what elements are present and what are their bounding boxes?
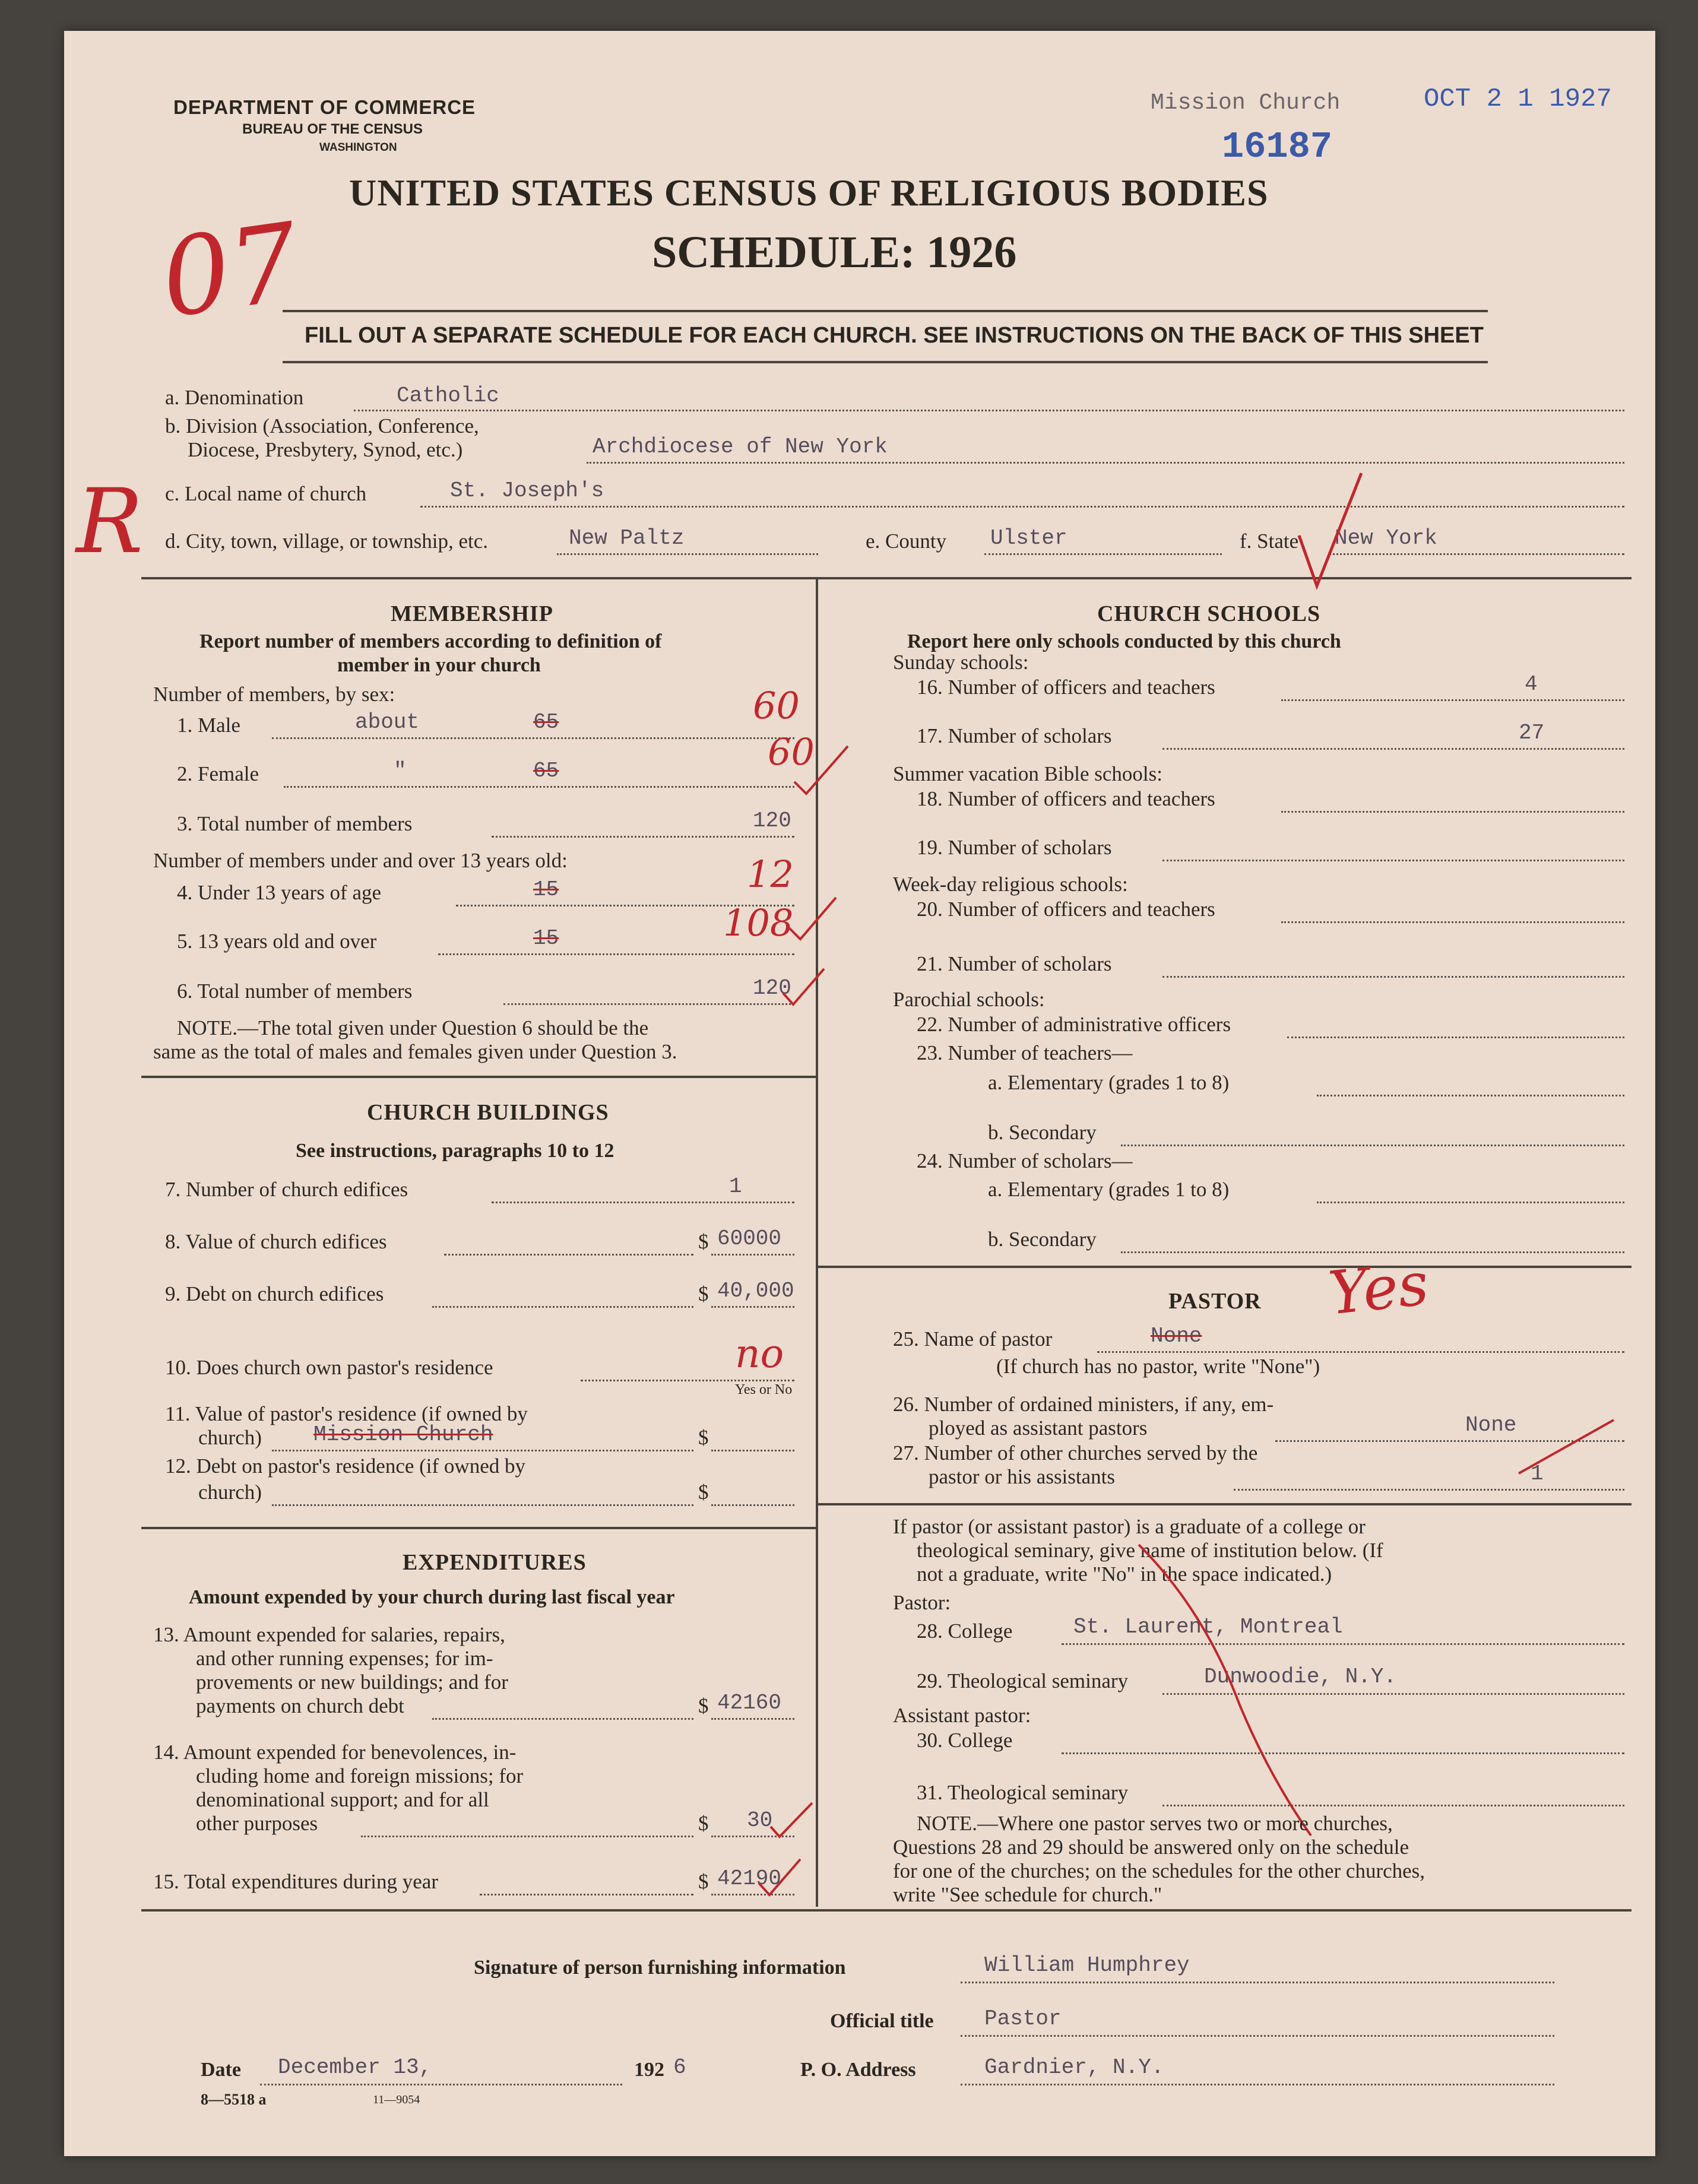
- q12-dollar: $: [698, 1481, 709, 1504]
- pastor-note-3: for one of the churches; on the schedules for the other churches,: [893, 1859, 1425, 1882]
- summer-label: Summer vacation Bible schools:: [893, 762, 1162, 785]
- q14-label-4: other purposes: [196, 1812, 318, 1835]
- pastor-red-mark: Yes: [1325, 1248, 1432, 1329]
- date-label: Date: [201, 2059, 241, 2081]
- official-title-value[interactable]: Pastor: [984, 2007, 1062, 2031]
- schools-sub: Report here only schools conducted by this church: [907, 630, 1341, 652]
- membership-sub-2: member in your church: [337, 654, 541, 676]
- q24a-line: [1317, 1202, 1624, 1203]
- q16-value[interactable]: 4: [1525, 672, 1538, 696]
- q15-line: [480, 1894, 693, 1895]
- q7-label: 7. Number of church edifices: [165, 1178, 408, 1201]
- division-label-2: Diocese, Presbytery, Synod, etc.): [188, 438, 463, 461]
- po-address-value[interactable]: Gardnier, N.Y.: [984, 2055, 1164, 2080]
- red-code-mark: 07: [154, 200, 306, 342]
- red-r-mark: R: [76, 470, 143, 573]
- q12-label-2: church): [198, 1481, 262, 1504]
- pastor-sublabel: Pastor:: [893, 1591, 951, 1614]
- q8-value[interactable]: 60000: [717, 1226, 782, 1251]
- q29-label: 29. Theological seminary: [917, 1669, 1129, 1692]
- q21-label: 21. Number of scholars: [917, 952, 1112, 975]
- q5-label: 5. 13 years old and over: [177, 930, 377, 953]
- q3-line: [492, 836, 794, 838]
- expenditure-checkmarks: [747, 1794, 830, 1913]
- q19-line: [1162, 860, 1624, 861]
- q19-label: 19. Number of scholars: [917, 836, 1112, 859]
- q8-amount-line: [711, 1254, 794, 1256]
- signature-label: Signature of person furnishing information: [474, 1957, 846, 1979]
- q25-value[interactable]: None: [1151, 1324, 1202, 1348]
- q12-line: [272, 1504, 693, 1506]
- denomination-value[interactable]: Catholic: [397, 383, 499, 408]
- year-typed[interactable]: 6: [673, 2055, 686, 2080]
- denomination-label: a. Denomination: [165, 386, 304, 409]
- q30-label: 30. College: [917, 1729, 1013, 1752]
- po-address-line: [961, 2084, 1554, 2085]
- q26-label-2: ployed as assistant pastors: [929, 1416, 1148, 1440]
- form-number: 8—5518 a: [201, 2091, 267, 2108]
- q15-label: 15. Total expenditures during year: [153, 1870, 438, 1893]
- q10-label: 10. Does church own pastor's residence: [165, 1356, 493, 1379]
- q27-label-1: 27. Number of other churches served by the: [893, 1441, 1258, 1465]
- form-title: UNITED STATES CENSUS OF RELIGIOUS BODIES: [349, 172, 1269, 214]
- q4-corrected-value[interactable]: 12: [747, 852, 794, 896]
- signature-line: [961, 1982, 1554, 1983]
- pastor-note-4: write "See schedule for church.": [893, 1883, 1162, 1906]
- q14-label-3: denominational support; and for all: [196, 1788, 489, 1811]
- membership-heading: MEMBERSHIP: [391, 601, 553, 626]
- q13-dollar: $: [698, 1694, 709, 1717]
- weekday-label: Week-day religious schools:: [893, 873, 1128, 896]
- expenditures-sub: Amount expended by your church during last fiscal year: [189, 1586, 675, 1608]
- q4-typed-value: 15: [533, 877, 559, 902]
- q13-label-3: provements or new buildings; and for: [196, 1671, 508, 1694]
- q7-value[interactable]: 1: [729, 1174, 742, 1199]
- q24-label: 24. Number of scholars—: [917, 1149, 1133, 1172]
- q16-line: [1281, 699, 1624, 701]
- q27-label-2: pastor or his assistants: [929, 1465, 1116, 1488]
- signature-value[interactable]: William Humphrey: [984, 1953, 1190, 1977]
- q20-label: 20. Number of officers and teachers: [917, 898, 1215, 921]
- q23b-line: [1121, 1145, 1624, 1146]
- q6-value[interactable]: 120: [753, 976, 791, 1000]
- census-form-sheet: [64, 31, 1655, 2156]
- q13-label-4: payments on church debt: [196, 1694, 404, 1717]
- church-name-line: [420, 506, 1624, 508]
- q6-label: 6. Total number of members: [177, 980, 413, 1003]
- city-line: [557, 553, 818, 555]
- department-label: DEPARTMENT OF COMMERCE: [173, 96, 476, 118]
- membership-end-rule: [141, 1076, 816, 1078]
- q11-label-2: church): [198, 1426, 262, 1449]
- q3-label: 3. Total number of members: [177, 812, 413, 835]
- county-value[interactable]: Ulster: [990, 526, 1067, 550]
- schedule-title: SCHEDULE: 1926: [652, 227, 1017, 277]
- q1-typed-value: 65: [533, 710, 559, 734]
- q20-line: [1281, 921, 1624, 923]
- q9-value[interactable]: 40,000: [717, 1279, 794, 1303]
- pastor-note-2: Questions 28 and 29 should be answered only on the schedule: [893, 1836, 1409, 1859]
- q1-label: 1. Male: [177, 714, 240, 737]
- q23a-label: a. Elementary (grades 1 to 8): [988, 1071, 1230, 1094]
- schools-heading: CHURCH SCHOOLS: [1097, 601, 1321, 626]
- graduate-note-3: not a graduate, write "No" in the space indicated.): [917, 1562, 1332, 1586]
- q1-corrected-value[interactable]: 60: [753, 684, 800, 727]
- official-title-line: [961, 2035, 1554, 2037]
- red-checkmarks: [783, 714, 866, 1022]
- buildings-sub: See instructions, paragraphs 10 to 12: [296, 1140, 614, 1162]
- q14-label-1: 14. Amount expended for benevolences, in-: [153, 1741, 517, 1764]
- q15-value[interactable]: 42190: [717, 1866, 782, 1891]
- buildings-heading: CHURCH BUILDINGS: [367, 1100, 609, 1125]
- q4-label: 4. Under 13 years of age: [177, 881, 382, 904]
- q5-line: [438, 953, 794, 955]
- county-label: e. County: [866, 530, 947, 553]
- q25-label: 25. Name of pastor: [893, 1327, 1053, 1351]
- q22-label: 22. Number of administrative officers: [917, 1013, 1231, 1036]
- city-label: d. City, town, village, or township, etc.: [165, 530, 489, 553]
- pastor-rule: [816, 1503, 1632, 1505]
- instruction-rule-bottom: [283, 361, 1488, 363]
- pastor-heading: PASTOR: [1168, 1289, 1262, 1314]
- footer-rule: [141, 1909, 1632, 1912]
- q29-value[interactable]: Dunwoodie, N.Y.: [1204, 1665, 1397, 1689]
- q9-dollar: $: [698, 1282, 709, 1305]
- q13-label-1: 13. Amount expended for salaries, repairs,: [153, 1623, 505, 1646]
- q5-typed-value: 15: [533, 926, 559, 950]
- q22-line: [1287, 1036, 1624, 1038]
- q13-line: [432, 1718, 693, 1720]
- q9-amount-line: [711, 1306, 794, 1308]
- q14-label-2: cluding home and foreign missions; for: [196, 1764, 524, 1787]
- q13-amount-line: [711, 1718, 794, 1720]
- q23-label: 23. Number of teachers—: [917, 1041, 1133, 1064]
- q6-line: [503, 1003, 794, 1005]
- division-label-1: b. Division (Association, Conference,: [165, 414, 479, 438]
- q2-label: 2. Female: [177, 762, 259, 785]
- official-title-label: Official title: [830, 2010, 934, 2032]
- q26-label-1: 26. Number of ordained ministers, if any, em-: [893, 1393, 1274, 1416]
- received-date-stamp: OCT 2 1 1927: [1424, 84, 1612, 114]
- q10-value[interactable]: no: [735, 1331, 784, 1377]
- q21-line: [1162, 976, 1624, 978]
- q27-value[interactable]: 1: [1531, 1462, 1544, 1486]
- q9-line: [432, 1306, 693, 1308]
- q13-label-2: and other running expenses; for im-: [196, 1647, 493, 1670]
- q11-value[interactable]: Mission Church: [313, 1422, 493, 1447]
- q5-corrected-value[interactable]: 108: [723, 901, 794, 944]
- state-label: f. State: [1240, 530, 1299, 553]
- section-rule: [141, 577, 1632, 579]
- q23b-label: b. Secondary: [988, 1121, 1097, 1144]
- q12-label-1: 12. Debt on pastor's residence (if owned by: [165, 1454, 525, 1478]
- city-value[interactable]: New Paltz: [569, 526, 685, 550]
- print-number: 11—9054: [373, 2093, 420, 2106]
- schools-end-rule: [816, 1266, 1632, 1268]
- q17-label: 17. Number of scholars: [917, 724, 1112, 747]
- q13-value[interactable]: 42160: [717, 1691, 782, 1715]
- denomination-line: [354, 410, 1624, 411]
- q1-line: [272, 737, 794, 739]
- membership-sub-1: Report number of members according to definition of: [199, 630, 662, 652]
- q11-line: [272, 1450, 693, 1451]
- church-name-label: c. Local name of church: [165, 482, 367, 505]
- q24a-label: a. Elementary (grades 1 to 8): [988, 1178, 1230, 1201]
- q10-hint: Yes or No: [735, 1382, 793, 1397]
- q1-note: about: [355, 710, 420, 734]
- division-line: [587, 462, 1624, 464]
- bureau-label: BUREAU OF THE CENSUS: [242, 121, 423, 137]
- graduate-note-2: theological seminary, give name of institution below. (If: [917, 1539, 1383, 1562]
- q15-dollar: $: [698, 1870, 709, 1893]
- q28-value[interactable]: St. Laurent, Montreal: [1073, 1615, 1343, 1639]
- q24b-label: b. Secondary: [988, 1228, 1097, 1251]
- state-line: [1329, 553, 1624, 555]
- membership-note-1: NOTE.—The total given under Question 6 should be the: [177, 1016, 649, 1039]
- q25-line: [1097, 1351, 1624, 1353]
- pastor-slash-mark: [1133, 1539, 1323, 1847]
- q2-note: ": [394, 759, 407, 783]
- schedule-number-stamp: 16187: [1222, 126, 1333, 168]
- q11-label-1: 11. Value of pastor's residence (if owned by: [165, 1402, 528, 1425]
- by-sex-label: Number of members, by sex:: [153, 683, 395, 706]
- po-address-label: P. O. Address: [800, 2059, 916, 2081]
- by-age-label: Number of members under and over 13 years old:: [153, 849, 568, 872]
- q18-line: [1281, 811, 1624, 813]
- q14-value[interactable]: 30: [747, 1808, 773, 1833]
- q7-line: [492, 1202, 794, 1203]
- parochial-label: Parochial schools:: [893, 988, 1045, 1011]
- q9-label: 9. Debt on church edifices: [165, 1282, 384, 1305]
- q12-amount-line: [711, 1504, 794, 1506]
- pastor-checkmark: [1513, 1396, 1620, 1491]
- city-label: WASHINGTON: [319, 141, 397, 154]
- division-value[interactable]: Archdiocese of New York: [593, 435, 888, 459]
- state-checkmark: [1287, 464, 1370, 601]
- q2-typed-value: 65: [533, 759, 559, 783]
- q26-value[interactable]: None: [1465, 1413, 1517, 1437]
- q3-value[interactable]: 120: [753, 809, 791, 833]
- pastor-note-1: NOTE.—Where one pastor serves two or more churches,: [917, 1812, 1393, 1835]
- q23a-line: [1317, 1095, 1624, 1096]
- q24b-line: [1121, 1251, 1624, 1253]
- q10-line: [581, 1380, 794, 1381]
- q14-dollar: $: [698, 1812, 709, 1835]
- state-value[interactable]: New York: [1335, 526, 1437, 550]
- q25-hint: (If church has no pastor, write "None"): [996, 1355, 1320, 1378]
- instruction-banner: FILL OUT A SEPARATE SCHEDULE FOR EACH CHURCH. SEE INSTRUCTIONS ON THE BACK OF THIS SHEET: [305, 323, 1484, 348]
- q18-label: 18. Number of officers and teachers: [917, 787, 1215, 810]
- county-line: [984, 553, 1222, 555]
- q11-dollar: $: [698, 1426, 709, 1449]
- q14-line: [361, 1836, 693, 1837]
- date-value[interactable]: December 13,: [278, 2055, 432, 2080]
- q2-corrected-value[interactable]: 60: [768, 730, 815, 774]
- mission-church-stamp: Mission Church: [1151, 90, 1341, 116]
- q28-label: 28. College: [917, 1619, 1013, 1643]
- buildings-end-rule: [141, 1527, 816, 1529]
- q2-line: [284, 786, 794, 788]
- assistant-sublabel: Assistant pastor:: [893, 1704, 1031, 1727]
- graduate-note-1: If pastor (or assistant pastor) is a graduate of a college or: [893, 1515, 1366, 1538]
- q11-amount-line: [711, 1450, 794, 1451]
- q8-dollar: $: [698, 1230, 709, 1253]
- q8-label: 8. Value of church edifices: [165, 1230, 387, 1253]
- date-line: [260, 2084, 622, 2085]
- membership-note-2: same as the total of males and females given under Question 3.: [153, 1040, 677, 1063]
- church-name-value[interactable]: St. Joseph's: [450, 478, 604, 503]
- q16-label: 16. Number of officers and teachers: [917, 676, 1215, 699]
- q8-line: [444, 1254, 693, 1256]
- year-print: 192: [634, 2059, 664, 2081]
- expenditures-heading: EXPENDITURES: [403, 1550, 587, 1575]
- q31-label: 31. Theological seminary: [917, 1781, 1129, 1804]
- q17-value[interactable]: 27: [1519, 721, 1545, 745]
- sunday-label: Sunday schools:: [893, 651, 1029, 674]
- instruction-rule-top: [283, 310, 1488, 312]
- q17-line: [1162, 748, 1624, 750]
